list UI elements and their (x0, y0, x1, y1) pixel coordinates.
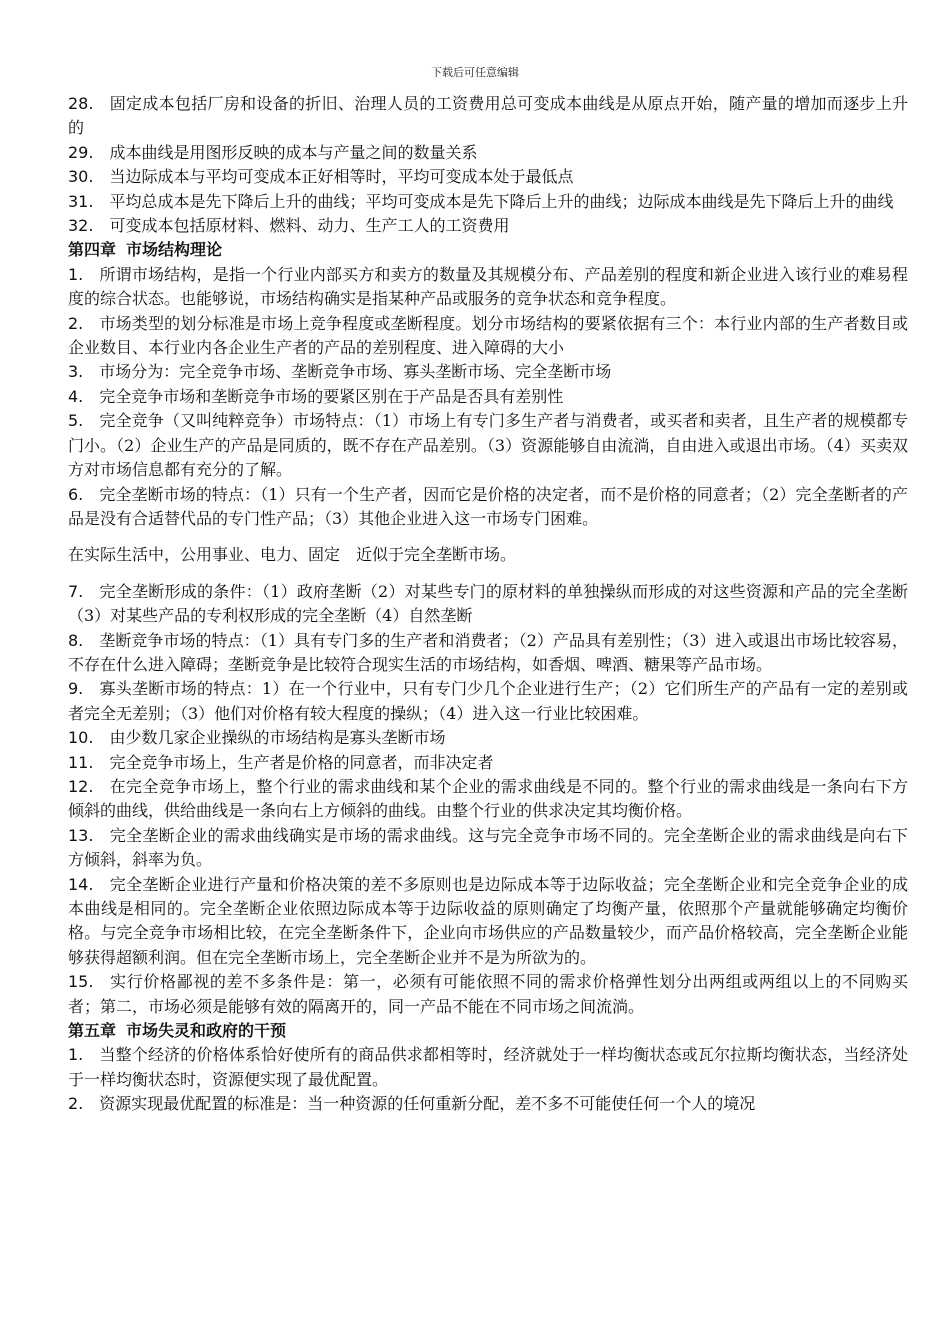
item-number: 5. (68, 411, 84, 431)
list-item (68, 873, 908, 971)
list-item (68, 92, 908, 141)
item-number: 1. (68, 264, 84, 284)
item-number: 2. (68, 313, 84, 333)
chapter-number: 第四章 (68, 240, 117, 260)
item-text: 实行价格鄙视的差不多条件是：第一，必须有可能依照不同的需求价格弹性划分出两组或两组以上的不同购买者；第二，市场必须是能够有效的隔离开的，同一产品不能在不同市场之间流淌。 (68, 972, 908, 1016)
item-number: 15. (68, 972, 94, 992)
item-text: 平均总成本是先下降后上升的曲线；平均可变成本是先下降后上升的曲线；边际成本曲线是先下降后上升的曲线 (109, 191, 894, 211)
item-text: 可变成本包括原材料、燃料、动力、生产工人的工资费用 (109, 216, 510, 236)
chapter-heading (68, 238, 908, 262)
item-number: 30. (68, 167, 94, 187)
item-text: 当边际成本与平均可变成本正好相等时，平均可变成本处于最低点 (109, 167, 574, 187)
list-item (68, 970, 908, 1019)
chapter-title: 市场失灵和政府的干预 (126, 1021, 287, 1041)
list-item (68, 1043, 908, 1092)
item-number: 32. (68, 216, 94, 236)
document-body (68, 92, 908, 1117)
page-header: 下载后可任意编辑 (431, 66, 519, 79)
item-number: 10. (68, 728, 94, 748)
chapter-number: 第五章 (68, 1021, 117, 1041)
item-number: 12. (68, 776, 94, 796)
item-number: 14. (68, 874, 94, 894)
list-item (68, 677, 908, 726)
item-text: 垄断竞争市场的特点：（1）具有专门多的生产者和消费者；（2）产品具有差别性；（3）进入或退出市场比较容易，不存在什么进入障碍；垄断竞争是比较符合现实生活的市场结构，如香烟、啤酒、糖果等产品市场。 (68, 630, 908, 674)
list-item (68, 483, 908, 532)
item-text: 完全竞争（又叫纯粹竞争）市场特点：（1）市场上有专门多生产者与消费者，或买者和卖者，且生产者的规模都专门小。（2）企业生产的产品是同质的，既不存在产品差别。（3）资源能够自由流淌，自由进入或退出市场。（4）买卖双方对市场信息都有充分的了解。 (68, 411, 908, 480)
list-item (68, 629, 908, 678)
item-number: 11. (68, 752, 94, 772)
item-text: 在完全竞争市场上，整个行业的需求曲线和某个企业的需求曲线是不同的。整个行业的需求曲线是一条向右下方倾斜的曲线，供给曲线是一条向右上方倾斜的曲线。由整个行业的供求决定其均衡价格。 (68, 776, 908, 821)
item-number: 3. (68, 362, 84, 382)
item-number: 31. (68, 191, 94, 211)
item-text: 成本曲线是用图形反映的成本与产量之间的数量关系 (109, 142, 478, 162)
item-text: 固定成本包括厂房和设备的折旧、治理人员的工资费用总可变成本曲线是从原点开始，随产量的增加而逐步上升的 (68, 94, 908, 138)
list-item (68, 312, 908, 361)
item-number: 2. (68, 1094, 84, 1114)
list-item (68, 263, 908, 312)
chapter-title: 市场结构理论 (126, 240, 223, 260)
item-number: 8. (68, 630, 84, 650)
list-item (68, 824, 908, 873)
item-number: 1. (68, 1045, 84, 1065)
item-text: 完全垄断企业的需求曲线确实是市场的需求曲线。这与完全竞争市场不同的。完全垄断企业的需求曲线是向右下方倾斜，斜率为负。 (68, 825, 908, 870)
item-text: 资源实现最优配置的标准是：当一种资源的任何重新分配，差不多不可能使任何一个人的境况 (99, 1094, 756, 1114)
item-number: 13. (68, 825, 94, 845)
note-paragraph (68, 543, 908, 567)
item-text: 完全竞争市场和垄断竞争市场的要紧区别在于产品是否具有差别性 (99, 386, 564, 406)
item-number: 28. (68, 94, 94, 113)
list-item (68, 751, 908, 775)
list-item (68, 409, 908, 482)
item-number: 9. (68, 679, 84, 699)
item-text: 在实际生活中，公用事业、电力、固定 近似于完全垄断市场。 (68, 545, 517, 565)
item-text: 市场类型的划分标准是市场上竞争程度或垄断程度。划分市场结构的要紧依据有三个：本行业内部的生产者数目或企业数目、本行业内各企业生产者的产品的差别程度、进入障碍的大小 (68, 313, 908, 358)
item-text: 完全竞争市场上，生产者是价格的同意者，而非决定者 (109, 752, 494, 772)
list-item (68, 580, 908, 629)
list-item (68, 165, 908, 189)
list-item (68, 190, 908, 214)
list-item (68, 775, 908, 824)
item-text: 当整个经济的价格体系恰好使所有的商品供求都相等时，经济就处于一样均衡状态或瓦尔拉斯均衡状态，当经济处于一样均衡状态时，资源便实现了最优配置。 (68, 1045, 908, 1089)
item-text: 完全垄断市场的特点：（1）只有一个生产者，因而它是价格的决定者，而不是价格的同意者；（2）完全垄断者的产品是没有合适替代品的专门性产品；（3）其他企业进入这一市场专门困难。 (68, 484, 908, 528)
item-number: 4. (68, 386, 84, 406)
item-number: 7. (68, 581, 84, 601)
list-item (68, 214, 908, 238)
chapter-heading (68, 1019, 908, 1043)
item-number: 6. (68, 484, 84, 504)
list-item (68, 141, 908, 165)
item-text: 完全垄断企业进行产量和价格决策的差不多原则也是边际成本等于边际收益；完全垄断企业和完全竞争企业的成本曲线是相同的。完全垄断企业依照边际成本等于边际收益的原则确定了均衡产量，依照那个产量就能够确定均衡价格。与完全竞争市场相比较，在完全垄断条件下，企业向市场供应的产品数量较少，而产品价格较高，完全垄断企业能够获得超额利润。但在完全垄断市场上，完全垄断企业并不是为所欲为的。 (68, 874, 908, 967)
item-text: 由少数几家企业操纵的市场结构是寡头垄断市场 (109, 728, 446, 748)
list-item (68, 385, 908, 409)
item-text: 市场分为：完全竞争市场、垄断竞争市场、寡头垄断市场、完全垄断市场 (99, 362, 612, 382)
item-text: 所谓市场结构，是指一个行业内部买方和卖方的数量及其规模分布、产品差别的程度和新企业进入该行业的难易程度的综合状态。也能够说，市场结构确实是指某种产品或服务的竞争状态和竞争程度。 (68, 264, 908, 309)
list-item (68, 726, 908, 750)
item-text: 完全垄断形成的条件：（1）政府垄断（2）对某些专门的原材料的单独操纵而形成的对这些资源和产品的完全垄断（3）对某些产品的专利权形成的完全垄断（4）自然垄断 (68, 581, 908, 626)
item-number: 29. (68, 142, 94, 162)
item-text: 寡头垄断市场的特点：1）在一个行业中，只有专门少几个企业进行生产；（2）它们所生产的产品有一定的差别或者完全无差别；（3）他们对价格有较大程度的操纵；（4）进入这一行业比较困难。 (68, 679, 908, 723)
list-item (68, 360, 908, 384)
list-item (68, 1092, 908, 1116)
